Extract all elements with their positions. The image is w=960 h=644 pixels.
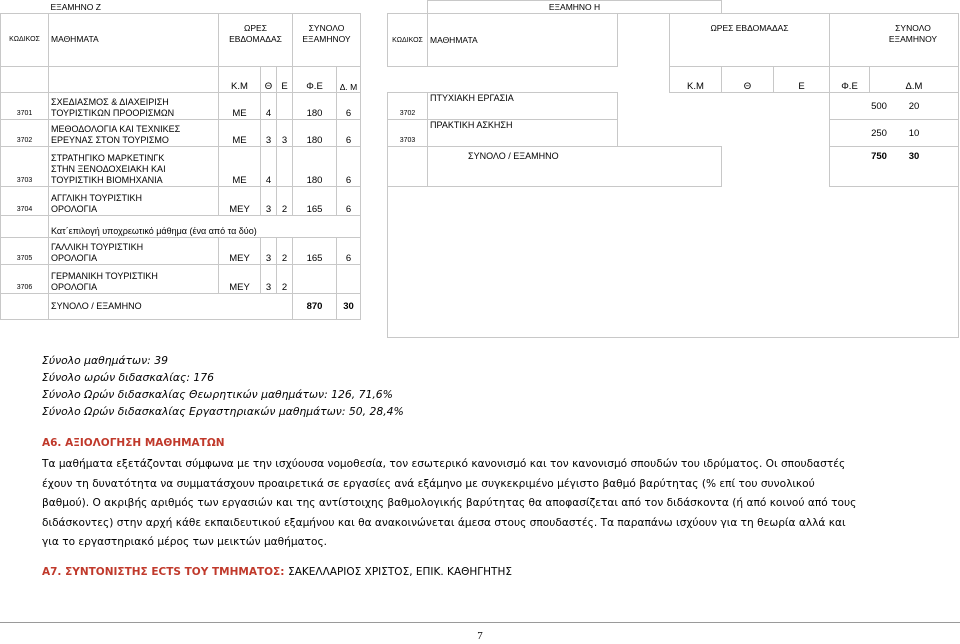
col-course-header: ΜΑΘΗΜΑΤΑ xyxy=(428,14,618,67)
semester-z-title: ΕΞΑΜΗΝΟ Ζ xyxy=(50,1,101,12)
total-row: ΣΥΝΟΛΟ / ΕΞΑΜΗΝΟ 750 30 xyxy=(388,147,959,187)
semester-z-table xyxy=(0,0,387,320)
footer-divider xyxy=(0,622,960,623)
sub-th: Θ xyxy=(261,66,277,92)
sub-km: Κ.Μ xyxy=(219,66,261,92)
col-total-header: ΣΥΝΟΛΟ ΕΞΑΜΗΝΟΥ xyxy=(293,13,361,66)
col-total-header: ΣΥΝΟΛΟ ΕΞΑΜΗΝΟΥ xyxy=(830,14,959,67)
table-row: 3705 ΓΑΛΛΙΚΗ ΤΟΥΡΙΣΤΙΚΗ ΟΡΟΛΟΓΙΑ ΜΕΥ 3 2 165 6 xyxy=(1,237,387,264)
table-row: 3702 ΜΕΘΟΔΟΛΟΓΙΑ ΚΑΙ ΤΕΧΝΙΚΕΣ ΕΡΕΥΝΑΣ ΣΤΟΝ ΤΟΥΡΙΣΜΟ ΜΕ 3 3 180 6 xyxy=(1,119,387,146)
section-a7-title: Α7. ΣΥΝΤΟΝΙΣΤΗΣ ECTS ΤΟΥ ΤΜΗΜΑΤΟΣ: xyxy=(42,566,285,578)
semester-h-title: ΕΞΑΜΗΝΟ Η xyxy=(428,1,722,14)
table-row: 3704 ΑΓΓΛΙΚΗ ΤΟΥΡΙΣΤΙΚΗ ΟΡΟΛΟΓΙΑ ΜΕΥ 3 2 165 6 xyxy=(1,186,387,215)
table-row: 3706 ΓΕΡΜΑΝΙΚΗ ΤΟΥΡΙΣΤΙΚΗ ΟΡΟΛΟΓΙΑ ΜΕΥ 3 2 xyxy=(1,264,387,293)
col-hours-header: ΩΡΕΣ ΕΒΔΟΜΑΔΑΣ xyxy=(670,14,830,67)
sub-km: Κ.Μ xyxy=(670,67,722,93)
ects-coordinator: ΣΑΚΕΛΛΑΡΙΟΣ ΧΡΙΣΤΟΣ, ΕΠΙΚ. ΚΑΘΗΓΗΤΗΣ xyxy=(288,566,512,578)
course-stats xyxy=(42,352,742,420)
sub-dm: Δ.Μ xyxy=(870,67,959,93)
sub-fe: Φ.Ε xyxy=(293,66,337,92)
section-a6-body: Τα μαθήματα εξετάζονται σύμφωνα με την ισχύουσα νομοθεσία, τον εσωτερικό κανονισμό και τον κανονισμό σπουδών του ιδρύματος. Οι σπουδαστές έχουν τη δυνατότητα να συμματάσχουν προαιρετικά σε εργασίες ανά εξάμηνο με συγκεκριμένο μέγιστο βαθμό βαρύτητας (% επί του συνολικού βαθμού). Ο ακριβής αριθμός των εργασιών και της αντίστοιχης βαθμολογικής βαρύτητας θα αποφασίζεται από τον διδάσκοντα (ή από κοινού από τους διδάσκοντες) στην αρχή κάθε εκπαιδευτικού εξαμήνου και θα ανακοινώνεται άμεσα στους σπουδαστές. Τα παραπάνω ισχύουν για τη θεωρία αλλά και για το εργαστηριακό μέρος των μεικτών μαθήματος. xyxy=(42,458,857,548)
page-number: 7 xyxy=(477,630,483,642)
stat-line: Σύνολο μαθημάτων: 39 xyxy=(42,354,168,367)
stat-line: Σύνολο ωρών διδασκαλίας: 176 xyxy=(42,371,215,384)
col-course-header: ΜΑΘΗΜΑΤΑ xyxy=(49,13,219,66)
sub-dm: Δ. Μ xyxy=(337,66,361,92)
col-code-header: ΚΩΔΙΚΟΣ xyxy=(1,13,49,66)
stat-line: Σύνολο Ωρών διδασκαλίας Εργαστηριακών μαθημάτων: 50, 28,4% xyxy=(42,405,404,418)
stat-line: Σύνολο Ωρών διδασκαλίας Θεωρητικών μαθημάτων: 126, 71,6% xyxy=(42,388,393,401)
col-hours-header: ΩΡΕΣ ΕΒΔΟΜΑΔΑΣ xyxy=(219,13,293,66)
col-code-header: ΚΩΔΙΚΟΣ xyxy=(388,14,428,67)
table-row: 3701 ΣΧΕΔΙΑΣΜΟΣ & ΔΙΑΧΕΙΡΙΣΗ ΤΟΥΡΙΣΤΙΚΩΝ ΠΡΟΟΡΙΣΜΩΝ ΜΕ 4 180 6 xyxy=(1,92,387,119)
elective-note: Κατ΄επιλογή υποχρεωτικό μάθημα (ένα από τα δύο) xyxy=(49,215,361,237)
sub-e: Ε xyxy=(774,67,830,93)
sub-fe: Φ.Ε xyxy=(830,67,870,93)
table-row: 3702 ΠΤΥΧΙΑΚΗ ΕΡΓΑΣΙΑ 500 20 xyxy=(388,93,959,120)
section-a6-title: Α6. ΑΞΙΟΛΟΓΗΣΗ ΜΑΘΗΜΑΤΩΝ xyxy=(42,437,225,449)
semester-h-table xyxy=(387,0,959,338)
table-row: 3703 ΠΡΑΚΤΙΚΗ ΑΣΚΗΣΗ 250 10 xyxy=(388,120,959,147)
section-a7 xyxy=(42,566,512,578)
table-row: 3703 ΣΤΡΑΤΗΓΙΚΟ ΜΑΡΚΕΤΙΝΓΚ ΣΤΗΝ ΞΕΝΟΔΟΧΕΙΑΚΗ ΚΑΙ ΤΟΥΡΙΣΤΙΚΗ ΒΙΟΜΗΧΑΝΙΑ ΜΕ 4 180 6 xyxy=(1,146,387,186)
sub-e: Ε xyxy=(277,66,293,92)
total-row: ΣΥΝΟΛΟ / ΕΞΑΜΗΝΟ 870 30 xyxy=(1,293,387,319)
sub-th: Θ xyxy=(722,67,774,93)
